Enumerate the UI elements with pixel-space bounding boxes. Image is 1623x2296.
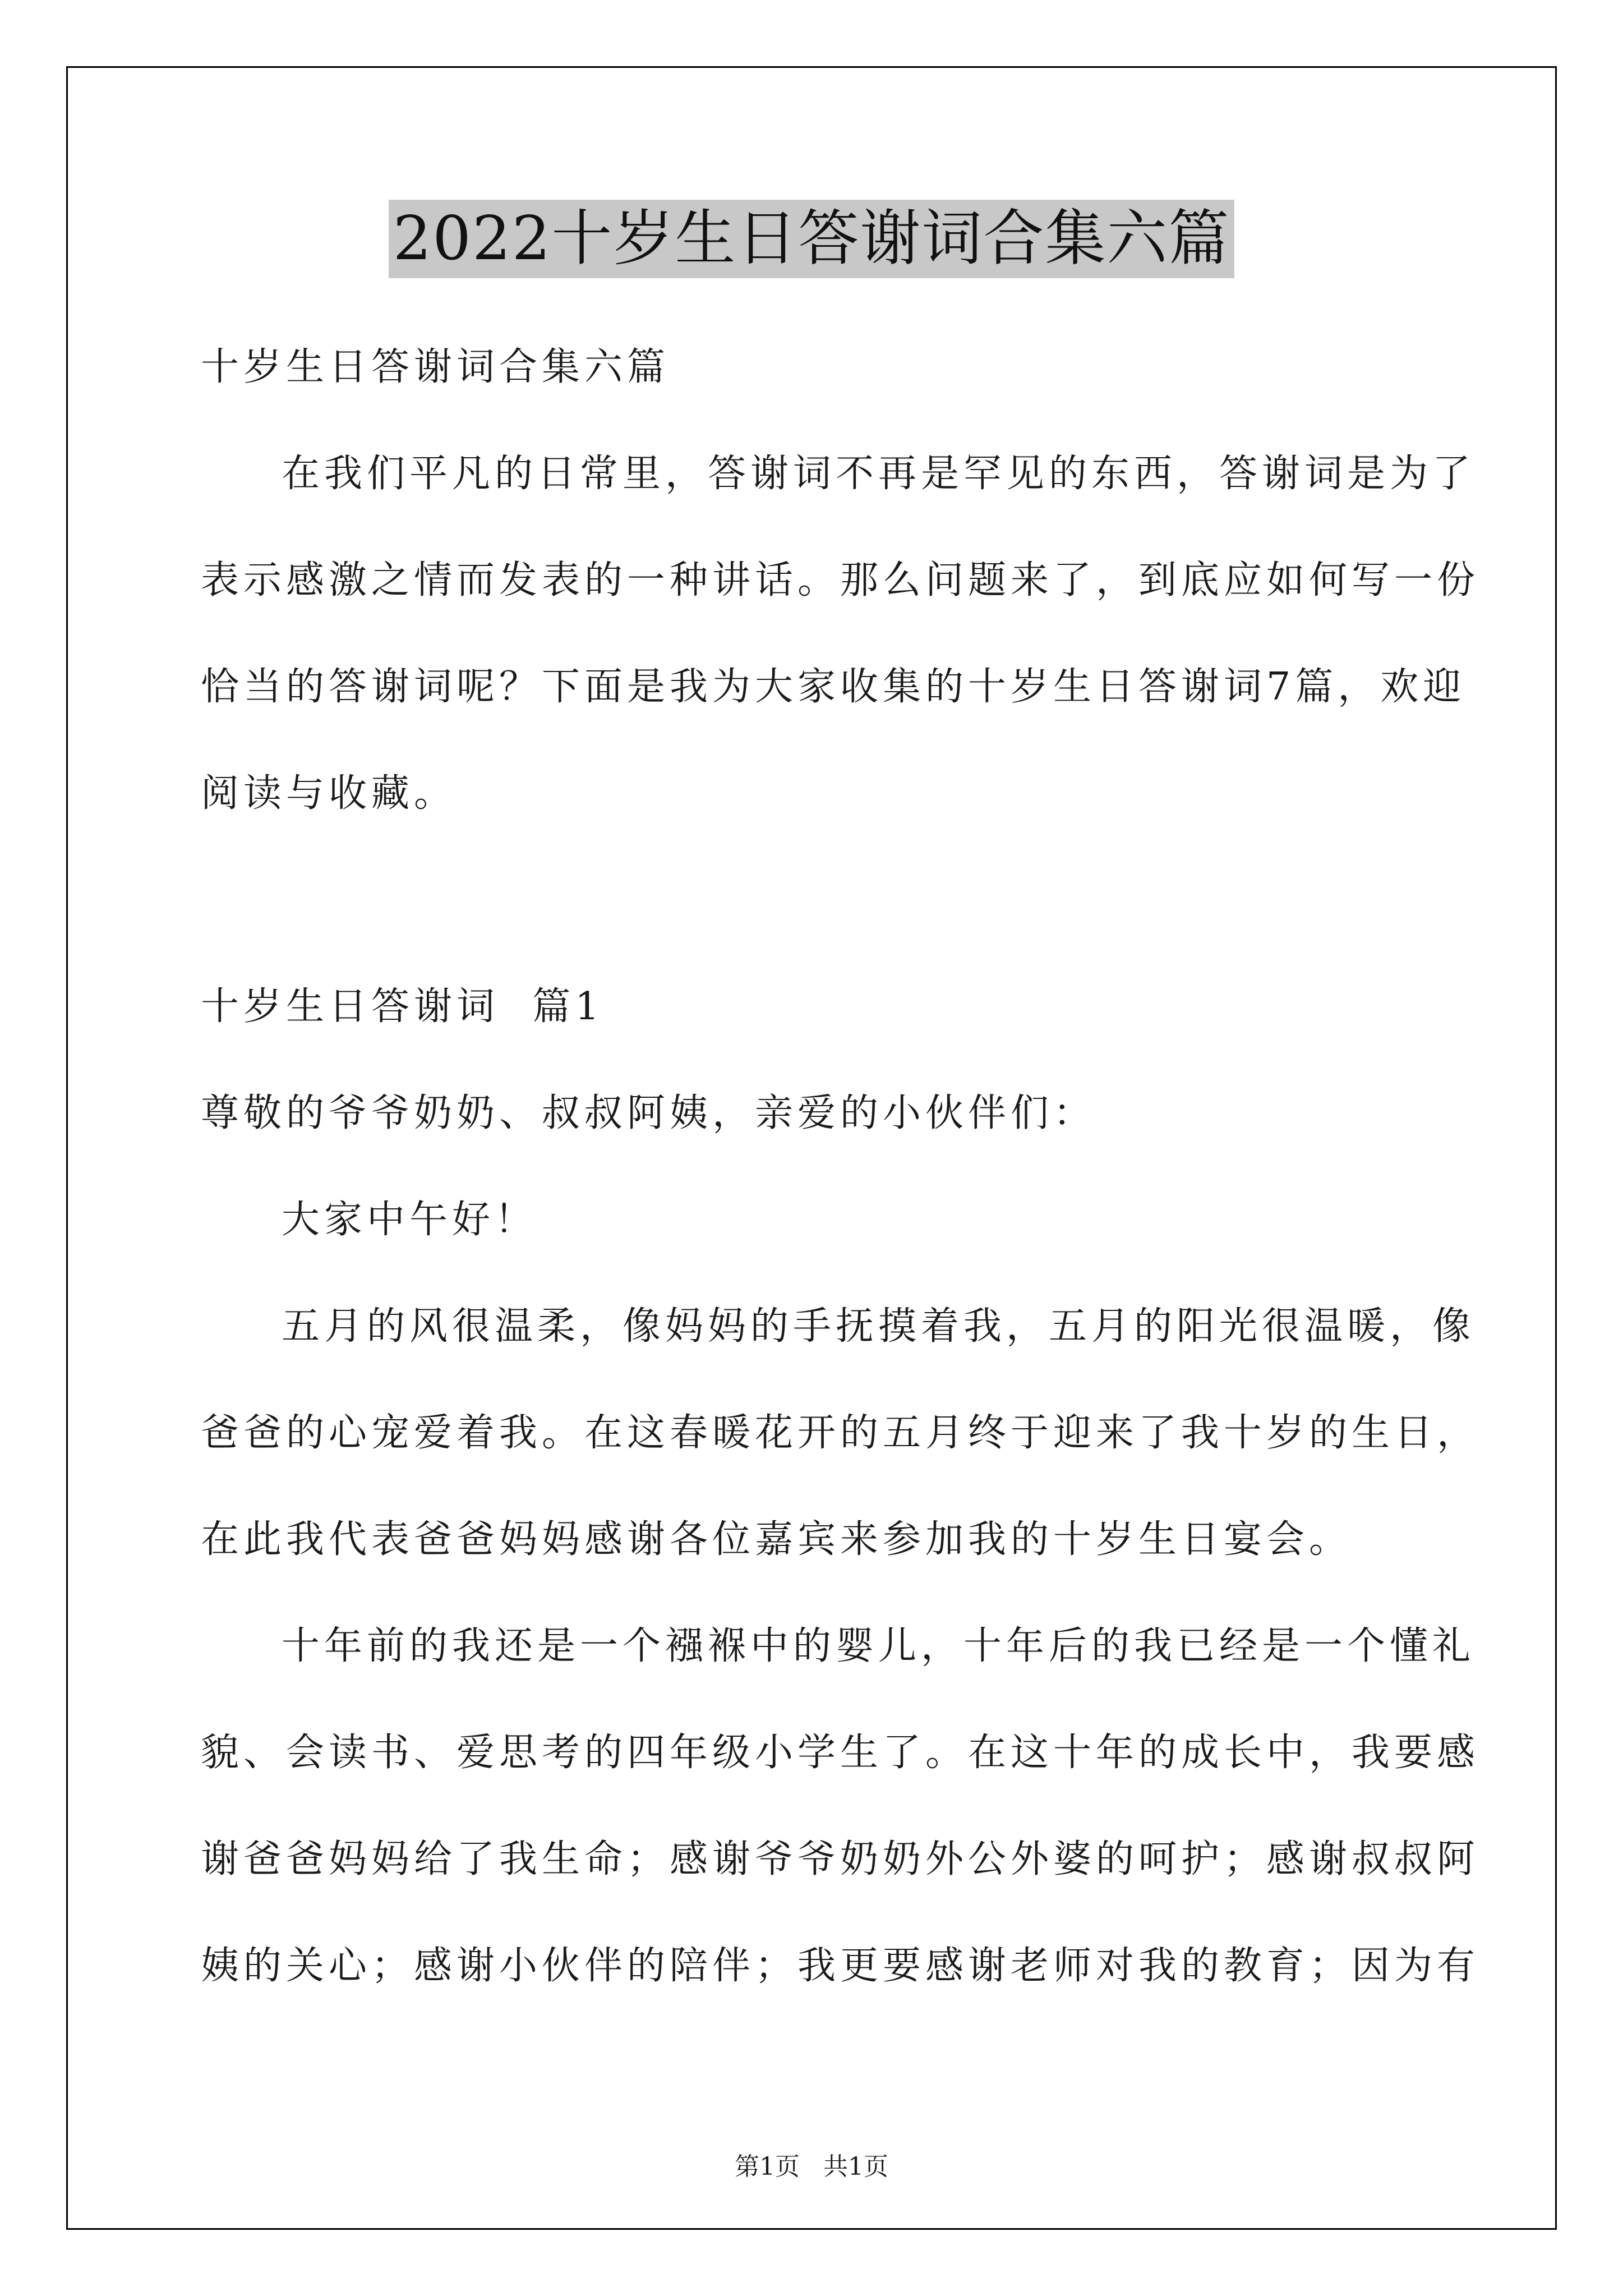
paragraph-line: 五月的风很温柔，像妈妈的手抚摸着我，五月的阳光很温暖，像 <box>282 1304 1476 1349</box>
paragraph-line: 姨的关心；感谢小伙伴的陪伴；我更要感谢老师对我的教育；因为有 <box>201 1944 1480 1988</box>
paragraph-line: 十年前的我还是一个襁褓中的婴儿，十年后的我已经是一个懂礼 <box>282 1624 1476 1668</box>
title-container <box>0 200 1623 278</box>
section-heading: 十岁生日答谢词 篇1 <box>201 984 604 1029</box>
page-number-total: 共1页 <box>823 2152 888 2181</box>
paragraph-line: 在此我代表爸爸妈妈感谢各位嘉宾来参加我的十岁生日宴会。 <box>201 1517 1352 1562</box>
paragraph-line: 貌、会读书、爱思考的四年级小学生了。在这十年的成长中，我要感 <box>201 1731 1480 1775</box>
paragraph-line: 谢爸爸妈妈给了我生命；感谢爷爷奶奶外公外婆的呵护；感谢叔叔阿 <box>201 1837 1480 1881</box>
paragraph-spacer <box>201 847 1435 954</box>
document-subtitle: 十岁生日答谢词合集六篇 <box>201 345 670 389</box>
intro-line: 表示感激之情而发表的一种讲话。那么问题来了，到底应如何写一份 <box>201 558 1480 602</box>
page-number-current: 第1页 <box>735 2152 800 2181</box>
page-footer <box>0 2146 1623 2182</box>
document-title: 2022十岁生日答谢词合集六篇 <box>389 200 1235 278</box>
intro-line: 在我们平凡的日常里，答谢词不再是罕见的东西，答谢词是为了 <box>282 452 1476 496</box>
paragraph-line: 爸爸的心宠爱着我。在这春暖花开的五月终于迎来了我十岁的生日， <box>201 1411 1480 1455</box>
salutation: 尊敬的爷爷奶奶、叔叔阿姨，亲爱的小伙伴们： <box>201 1091 1096 1135</box>
greeting: 大家中午好！ <box>282 1198 538 1242</box>
intro-line: 恰当的答谢词呢？下面是我为大家收集的十岁生日答谢词7篇，欢迎 <box>201 665 1466 709</box>
intro-line: 阅读与收藏。 <box>201 771 457 816</box>
document-body <box>201 314 1480 2019</box>
